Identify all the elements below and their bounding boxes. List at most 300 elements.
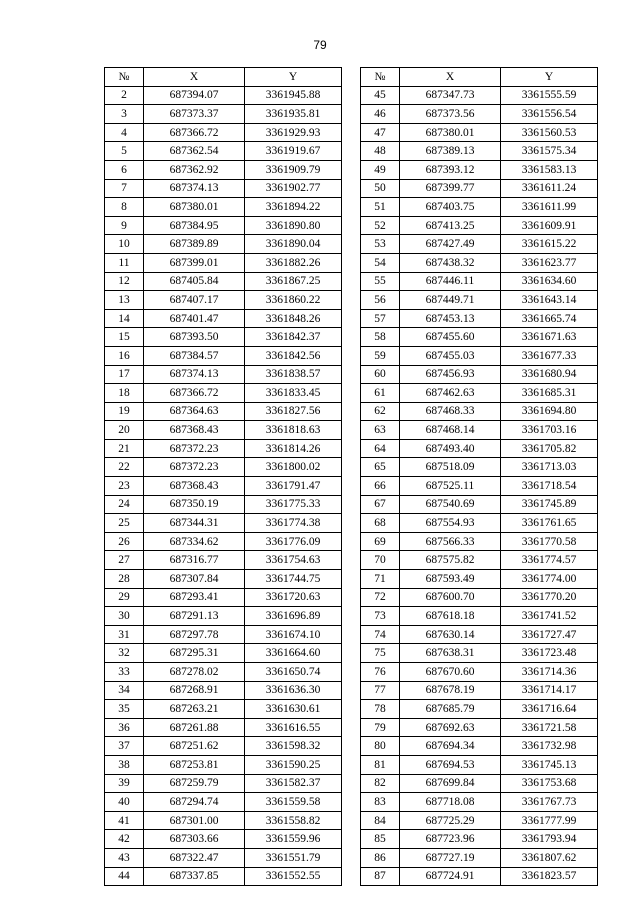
y-coordinate-right: 3361703.16 [501,421,598,440]
y-coordinate-right: 3361718.54 [501,477,598,496]
column-gap [342,235,361,254]
x-coordinate-right: 687468.14 [400,421,501,440]
header-x-left: X [144,68,245,87]
y-coordinate-right: 3361807.62 [501,848,598,867]
point-number-left: 19 [105,402,144,421]
x-coordinate-left: 687350.19 [144,495,245,514]
column-gap [342,123,361,142]
table-row [105,291,598,310]
table-row [105,272,598,291]
x-coordinate-left: 687263.21 [144,700,245,719]
point-number-left: 39 [105,774,144,793]
x-coordinate-left: 687253.81 [144,755,245,774]
y-coordinate-left: 3361774.38 [245,514,342,533]
x-coordinate-left: 687372.23 [144,439,245,458]
point-number-left: 27 [105,551,144,570]
x-coordinate-right: 687453.13 [400,309,501,328]
x-coordinate-left: 687293.41 [144,588,245,607]
column-gap [342,160,361,179]
point-number-left: 20 [105,421,144,440]
table-row [105,160,598,179]
x-coordinate-left: 687303.66 [144,830,245,849]
point-number-right: 48 [361,142,400,161]
column-gap [342,848,361,867]
table-row [105,309,598,328]
point-number-right: 72 [361,588,400,607]
point-number-right: 85 [361,830,400,849]
y-coordinate-left: 3361559.96 [245,830,342,849]
y-coordinate-left: 3361744.75 [245,570,342,589]
x-coordinate-left: 687374.13 [144,365,245,384]
point-number-left: 32 [105,644,144,663]
y-coordinate-right: 3361611.24 [501,179,598,198]
x-coordinate-right: 687493.40 [400,439,501,458]
point-number-right: 63 [361,421,400,440]
point-number-right: 68 [361,514,400,533]
column-gap [342,681,361,700]
x-coordinate-left: 687316.77 [144,551,245,570]
y-coordinate-right: 3361609.91 [501,216,598,235]
x-coordinate-right: 687399.77 [400,179,501,198]
point-number-right: 54 [361,253,400,272]
point-number-left: 38 [105,755,144,774]
y-coordinate-left: 3361827.56 [245,402,342,421]
table-row [105,625,598,644]
point-number-right: 76 [361,663,400,682]
x-coordinate-left: 687301.00 [144,811,245,830]
x-coordinate-right: 687630.14 [400,625,501,644]
y-coordinate-right: 3361713.03 [501,458,598,477]
y-coordinate-right: 3361723.48 [501,644,598,663]
header-no-right: № [361,68,400,87]
table-row [105,86,598,105]
point-number-left: 35 [105,700,144,719]
table-row [105,514,598,533]
column-gap [342,198,361,217]
y-coordinate-right: 3361615.22 [501,235,598,254]
x-coordinate-left: 687291.13 [144,607,245,626]
point-number-right: 50 [361,179,400,198]
y-coordinate-right: 3361767.73 [501,793,598,812]
x-coordinate-right: 687518.09 [400,458,501,477]
coordinates-table [104,67,598,886]
y-coordinate-right: 3361555.59 [501,86,598,105]
point-number-right: 53 [361,235,400,254]
point-number-left: 33 [105,663,144,682]
x-coordinate-right: 687566.33 [400,532,501,551]
x-coordinate-right: 687393.12 [400,160,501,179]
table-row [105,830,598,849]
column-gap [342,402,361,421]
table-row [105,644,598,663]
point-number-right: 71 [361,570,400,589]
y-coordinate-left: 3361890.04 [245,235,342,254]
y-coordinate-left: 3361630.61 [245,700,342,719]
column-gap [342,309,361,328]
point-number-left: 8 [105,198,144,217]
table-row [105,848,598,867]
x-coordinate-right: 687723.96 [400,830,501,849]
x-coordinate-right: 687468.33 [400,402,501,421]
y-coordinate-right: 3361680.94 [501,365,598,384]
x-coordinate-left: 687407.17 [144,291,245,310]
y-coordinate-right: 3361774.00 [501,570,598,589]
table-row [105,570,598,589]
header-y-right: Y [501,68,598,87]
table-row [105,607,598,626]
point-number-right: 69 [361,532,400,551]
y-coordinate-right: 3361823.57 [501,867,598,886]
point-number-left: 9 [105,216,144,235]
point-number-right: 55 [361,272,400,291]
table-header-row [105,68,598,87]
y-coordinate-left: 3361720.63 [245,588,342,607]
table-row [105,477,598,496]
header-no-left: № [105,68,144,87]
point-number-right: 56 [361,291,400,310]
x-coordinate-right: 687618.18 [400,607,501,626]
y-coordinate-left: 3361842.56 [245,346,342,365]
y-coordinate-left: 3361909.79 [245,160,342,179]
table-row [105,458,598,477]
column-gap [342,830,361,849]
y-coordinate-left: 3361552.55 [245,867,342,886]
y-coordinate-right: 3361685.31 [501,384,598,403]
point-number-right: 66 [361,477,400,496]
point-number-right: 52 [361,216,400,235]
column-gap [342,663,361,682]
column-gap [342,644,361,663]
y-coordinate-right: 3361727.47 [501,625,598,644]
column-gap [342,68,361,87]
table-row [105,402,598,421]
point-number-left: 14 [105,309,144,328]
column-gap [342,495,361,514]
column-gap [342,607,361,626]
y-coordinate-left: 3361867.25 [245,272,342,291]
column-gap [342,588,361,607]
column-gap [342,625,361,644]
x-coordinate-left: 687368.43 [144,477,245,496]
point-number-left: 24 [105,495,144,514]
column-gap [342,328,361,347]
y-coordinate-right: 3361774.57 [501,551,598,570]
y-coordinate-left: 3361860.22 [245,291,342,310]
y-coordinate-right: 3361623.77 [501,253,598,272]
y-coordinate-left: 3361919.67 [245,142,342,161]
column-gap [342,439,361,458]
y-coordinate-left: 3361902.77 [245,179,342,198]
point-number-left: 10 [105,235,144,254]
point-number-left: 26 [105,532,144,551]
x-coordinate-left: 687307.84 [144,570,245,589]
y-coordinate-left: 3361945.88 [245,86,342,105]
x-coordinate-left: 687278.02 [144,663,245,682]
y-coordinate-right: 3361793.94 [501,830,598,849]
y-coordinate-right: 3361745.89 [501,495,598,514]
y-coordinate-left: 3361558.82 [245,811,342,830]
x-coordinate-right: 687413.25 [400,216,501,235]
x-coordinate-right: 687380.01 [400,123,501,142]
y-coordinate-left: 3361582.37 [245,774,342,793]
x-coordinate-left: 687259.79 [144,774,245,793]
y-coordinate-left: 3361598.32 [245,737,342,756]
table-row [105,123,598,142]
x-coordinate-left: 687261.88 [144,718,245,737]
y-coordinate-left: 3361636.30 [245,681,342,700]
x-coordinate-right: 687540.69 [400,495,501,514]
y-coordinate-left: 3361818.63 [245,421,342,440]
x-coordinate-right: 687718.08 [400,793,501,812]
table-body [105,86,598,886]
point-number-left: 18 [105,384,144,403]
y-coordinate-right: 3361643.14 [501,291,598,310]
point-number-right: 77 [361,681,400,700]
x-coordinate-left: 687322.47 [144,848,245,867]
x-coordinate-left: 687399.01 [144,253,245,272]
point-number-left: 28 [105,570,144,589]
point-number-left: 12 [105,272,144,291]
x-coordinate-right: 687670.60 [400,663,501,682]
column-gap [342,142,361,161]
x-coordinate-right: 687692.63 [400,718,501,737]
x-coordinate-right: 687403.75 [400,198,501,217]
table-row [105,700,598,719]
point-number-right: 81 [361,755,400,774]
y-coordinate-left: 3361935.81 [245,105,342,124]
table-row [105,439,598,458]
header-y-left: Y [245,68,342,87]
y-coordinate-left: 3361650.74 [245,663,342,682]
column-gap [342,718,361,737]
y-coordinate-right: 3361694.80 [501,402,598,421]
column-gap [342,458,361,477]
point-number-right: 65 [361,458,400,477]
table-row [105,346,598,365]
y-coordinate-left: 3361551.79 [245,848,342,867]
y-coordinate-right: 3361741.52 [501,607,598,626]
table-row [105,179,598,198]
x-coordinate-right: 687449.71 [400,291,501,310]
y-coordinate-right: 3361705.82 [501,439,598,458]
point-number-left: 34 [105,681,144,700]
column-gap [342,477,361,496]
x-coordinate-right: 687347.73 [400,86,501,105]
point-number-right: 83 [361,793,400,812]
point-number-left: 15 [105,328,144,347]
table-row [105,532,598,551]
page-number: 79 [313,38,327,52]
column-gap [342,216,361,235]
point-number-right: 47 [361,123,400,142]
column-gap [342,700,361,719]
point-number-left: 29 [105,588,144,607]
x-coordinate-right: 687725.29 [400,811,501,830]
x-coordinate-left: 687334.62 [144,532,245,551]
point-number-right: 64 [361,439,400,458]
y-coordinate-left: 3361559.58 [245,793,342,812]
column-gap [342,514,361,533]
table-row [105,718,598,737]
column-gap [342,737,361,756]
x-coordinate-right: 687638.31 [400,644,501,663]
point-number-right: 74 [361,625,400,644]
point-number-left: 7 [105,179,144,198]
point-number-left: 25 [105,514,144,533]
y-coordinate-left: 3361616.55 [245,718,342,737]
column-gap [342,86,361,105]
y-coordinate-left: 3361929.93 [245,123,342,142]
point-number-right: 45 [361,86,400,105]
point-number-right: 75 [361,644,400,663]
point-number-right: 79 [361,718,400,737]
point-number-right: 61 [361,384,400,403]
y-coordinate-right: 3361777.99 [501,811,598,830]
table-row [105,421,598,440]
point-number-right: 60 [361,365,400,384]
table-row [105,793,598,812]
point-number-left: 43 [105,848,144,867]
point-number-right: 58 [361,328,400,347]
x-coordinate-left: 687366.72 [144,123,245,142]
y-coordinate-right: 3361677.33 [501,346,598,365]
column-gap [342,793,361,812]
y-coordinate-right: 3361745.13 [501,755,598,774]
y-coordinate-left: 3361890.80 [245,216,342,235]
y-coordinate-left: 3361842.37 [245,328,342,347]
table-row [105,755,598,774]
y-coordinate-right: 3361753.68 [501,774,598,793]
x-coordinate-left: 687380.01 [144,198,245,217]
y-coordinate-right: 3361556.54 [501,105,598,124]
x-coordinate-right: 687600.70 [400,588,501,607]
point-number-left: 6 [105,160,144,179]
table-row [105,365,598,384]
point-number-left: 17 [105,365,144,384]
x-coordinate-right: 687446.11 [400,272,501,291]
x-coordinate-left: 687294.74 [144,793,245,812]
x-coordinate-left: 687368.43 [144,421,245,440]
point-number-right: 87 [361,867,400,886]
column-gap [342,570,361,589]
point-number-right: 49 [361,160,400,179]
point-number-right: 46 [361,105,400,124]
x-coordinate-right: 687373.56 [400,105,501,124]
point-number-right: 84 [361,811,400,830]
point-number-left: 13 [105,291,144,310]
y-coordinate-left: 3361814.26 [245,439,342,458]
point-number-right: 80 [361,737,400,756]
x-coordinate-right: 687678.19 [400,681,501,700]
table-row [105,142,598,161]
column-gap [342,532,361,551]
x-coordinate-right: 687455.60 [400,328,501,347]
x-coordinate-left: 687374.13 [144,179,245,198]
y-coordinate-right: 3361575.34 [501,142,598,161]
point-number-left: 22 [105,458,144,477]
column-gap [342,365,361,384]
column-gap [342,755,361,774]
column-gap [342,867,361,886]
x-coordinate-left: 687384.95 [144,216,245,235]
y-coordinate-left: 3361882.26 [245,253,342,272]
x-coordinate-right: 687575.82 [400,551,501,570]
x-coordinate-left: 687295.31 [144,644,245,663]
x-coordinate-right: 687699.84 [400,774,501,793]
table-row [105,105,598,124]
y-coordinate-right: 3361611.99 [501,198,598,217]
column-gap [342,811,361,830]
x-coordinate-left: 687384.57 [144,346,245,365]
point-number-right: 73 [361,607,400,626]
point-number-left: 16 [105,346,144,365]
point-number-right: 59 [361,346,400,365]
table-row [105,253,598,272]
point-number-left: 23 [105,477,144,496]
column-gap [342,346,361,365]
point-number-right: 86 [361,848,400,867]
header-x-right: X [400,68,501,87]
y-coordinate-left: 3361664.60 [245,644,342,663]
point-number-left: 2 [105,86,144,105]
y-coordinate-right: 3361560.53 [501,123,598,142]
point-number-left: 44 [105,867,144,886]
point-number-left: 40 [105,793,144,812]
column-gap [342,291,361,310]
x-coordinate-right: 687724.91 [400,867,501,886]
x-coordinate-right: 687525.11 [400,477,501,496]
point-number-right: 57 [361,309,400,328]
x-coordinate-left: 687372.23 [144,458,245,477]
y-coordinate-left: 3361674.10 [245,625,342,644]
column-gap [342,105,361,124]
table-row [105,737,598,756]
table-row [105,588,598,607]
x-coordinate-left: 687373.37 [144,105,245,124]
y-coordinate-right: 3361761.65 [501,514,598,533]
x-coordinate-left: 687362.92 [144,160,245,179]
point-number-right: 62 [361,402,400,421]
y-coordinate-right: 3361634.60 [501,272,598,291]
x-coordinate-right: 687554.93 [400,514,501,533]
column-gap [342,384,361,403]
y-coordinate-left: 3361894.22 [245,198,342,217]
point-number-left: 42 [105,830,144,849]
column-gap [342,179,361,198]
x-coordinate-right: 687727.19 [400,848,501,867]
table-row [105,867,598,886]
y-coordinate-right: 3361721.58 [501,718,598,737]
point-number-left: 5 [105,142,144,161]
x-coordinate-right: 687685.79 [400,700,501,719]
table-row [105,495,598,514]
y-coordinate-left: 3361848.26 [245,309,342,328]
point-number-left: 37 [105,737,144,756]
y-coordinate-left: 3361696.89 [245,607,342,626]
point-number-right: 70 [361,551,400,570]
point-number-right: 78 [361,700,400,719]
x-coordinate-left: 687393.50 [144,328,245,347]
y-coordinate-right: 3361770.20 [501,588,598,607]
column-gap [342,551,361,570]
x-coordinate-right: 687456.93 [400,365,501,384]
x-coordinate-right: 687694.53 [400,755,501,774]
column-gap [342,272,361,291]
y-coordinate-left: 3361838.57 [245,365,342,384]
x-coordinate-right: 687593.49 [400,570,501,589]
point-number-left: 30 [105,607,144,626]
x-coordinate-left: 687389.89 [144,235,245,254]
